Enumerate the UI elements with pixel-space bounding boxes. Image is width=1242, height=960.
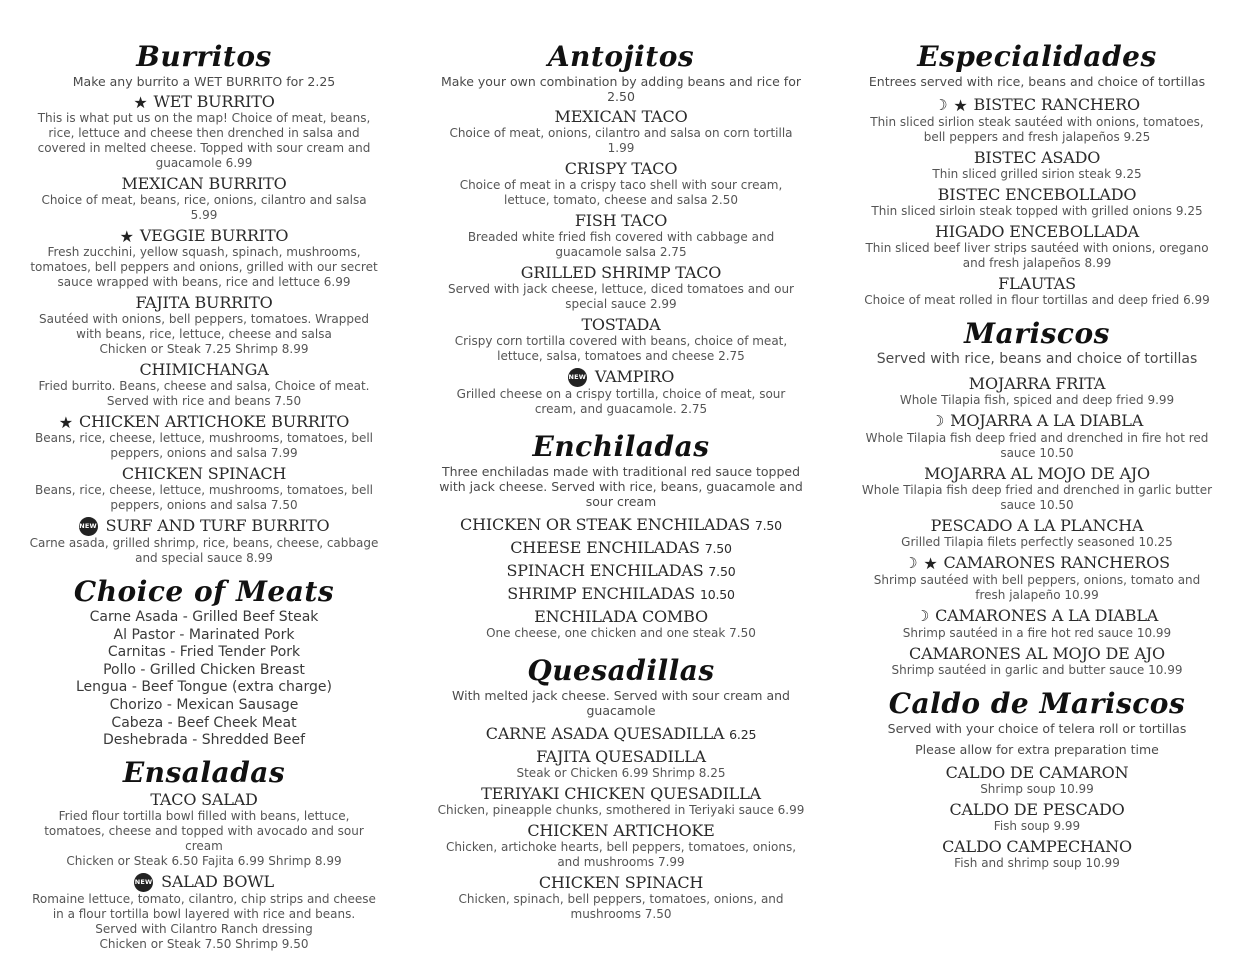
list-item: Carne Asada - Grilled Beef Steak [89, 609, 319, 625]
item-description: One cheese, one chicken and one steak 7.50 [486, 626, 756, 640]
item-name: TOSTADA [581, 315, 661, 334]
item-description: Fish and shrimp soup 10.99 [954, 856, 1120, 870]
menu-item [28, 790, 380, 869]
item-description: Choice of meat, onions, cilantro and salsa on corn tortilla 1.99 [449, 126, 793, 155]
menu-item [28, 412, 380, 461]
menu-item [436, 515, 806, 535]
item-description: This is what put us on the map! Choice of meat, beans, rice, lettuce and cheese then drenched in salsa and covered in melted cheese. Topped with sour cream and guacamole 6.99 [37, 111, 371, 170]
new-badge-icon: NEW [134, 873, 153, 892]
menu-item [860, 553, 1214, 603]
new-badge-icon: NEW [79, 517, 98, 536]
item-name: MEXICAN TACO [554, 107, 688, 126]
item-description: Shrimp soup 10.99 [980, 782, 1094, 796]
list-item: Lengua - Beef Tongue (extra charge) [76, 679, 332, 696]
menu-item [436, 584, 806, 604]
item-description: Carne asada, grilled shrimp, rice, beans, cheese, cabbage and special sauce 8.99 [29, 536, 379, 565]
item-description: Romaine lettuce, tomato, cilantro, chip strips and cheese in a flour tortilla bowl layered with rice and beans. [32, 891, 376, 921]
menu-item [436, 873, 806, 922]
item-price: 7.50 [754, 518, 782, 533]
item-name: GRILLED SHRIMP TACO [520, 263, 722, 282]
section-title-especialidades: Especialidades [917, 40, 1157, 73]
item-description: Beans, rice, cheese, lettuce, mushrooms, tomatoes, bell peppers, onions and salsa 7.50 [34, 483, 374, 512]
item-name: CHICKEN SPINACH [121, 464, 287, 483]
item-name: TACO SALAD [150, 789, 258, 809]
item-name: ENCHILADA COMBO [534, 607, 708, 626]
item-description: Choice of meat in a crispy taco shell with sour cream, lettuce, tomato, cheese and salsa 2.50 [459, 178, 783, 207]
item-name: CHICKEN SPINACH [538, 873, 704, 892]
menu-item [860, 222, 1214, 271]
item-description: Beans, rice, cheese, lettuce, mushrooms, tomatoes, bell peppers, onions and salsa 7.99 [34, 431, 374, 460]
item-name: CALDO CAMPECHANO [942, 837, 1132, 856]
item-name: VEGGIE BURRITO [139, 226, 289, 245]
item-name: CHICKEN OR STEAK ENCHILADAS [460, 515, 750, 534]
section-title-caldo: Caldo de Mariscos [888, 687, 1186, 720]
star-icon: ★ [953, 95, 968, 115]
menu-item [436, 724, 806, 744]
menu-column-center [436, 40, 806, 925]
menu-item [860, 516, 1214, 550]
item-name: CAMARONES RANCHEROS [943, 553, 1170, 572]
menu-item [28, 293, 380, 357]
list-item: Pollo - Grilled Chicken Breast [103, 661, 305, 678]
especialidades-subtitle: Entrees served with rice, beans and choice of tortillas [868, 74, 1206, 89]
item-name: CHICKEN ARTICHOKE [527, 821, 715, 840]
menu-column-left [28, 40, 380, 955]
burritos-subtitle: Make any burrito a WET BURRITO for 2.25 [72, 74, 336, 89]
item-name: BISTEC ENCEBOLLADO [937, 185, 1137, 204]
menu-item [860, 185, 1214, 219]
menu-item [860, 464, 1214, 513]
item-description: Shrimp sautéed in a fire hot red sauce 10.99 [902, 626, 1172, 640]
item-name: WET BURRITO [153, 92, 275, 111]
list-item: Chorizo - Mexican Sausage [109, 696, 299, 713]
section-title-ensaladas: Ensaladas [122, 755, 286, 789]
item-description: Thin sliced sirlion steak sautéed with onions, tomatoes, bell peppers and fresh jalapeños 9.25 [870, 115, 1204, 144]
item-name: CARNE ASADA QUESADILLA [485, 724, 725, 743]
item-name: MOJARRA FRITA [968, 374, 1106, 393]
section-title-mariscos: Mariscos [964, 317, 1110, 350]
menu-item [28, 464, 380, 513]
item-name: FAJITA BURRITO [135, 293, 273, 312]
item-note: Served with Cilantro Ranch dressing [95, 921, 313, 936]
item-description: Thin sliced beef liver strips sautéed with onions, oregano and fresh jalapeños 8.99 [865, 241, 1209, 270]
item-name: CHIMICHANGA [139, 360, 269, 379]
item-price: 7.50 [708, 564, 736, 579]
item-name: FLAUTAS [998, 274, 1076, 293]
item-description: Thin sliced sirloin steak topped with grilled onions 9.25 [871, 204, 1203, 218]
item-name: FISH TACO [574, 211, 668, 230]
item-name: CALDO DE CAMARON [945, 763, 1129, 782]
item-description: Shrimp sautéed in garlic and butter sauce 10.99 [891, 663, 1183, 677]
item-description: Chicken, artichoke hearts, bell peppers, tomatoes, onions, and mushrooms 7.99 [445, 840, 797, 869]
menu-item [860, 95, 1214, 145]
section-title-enchiladas: Enchiladas [532, 430, 710, 463]
item-name: MEXICAN BURRITO [121, 174, 287, 193]
item-description: Fried burrito. Beans, cheese and salsa, Choice of meat. Served with rice and beans 7.50 [38, 379, 370, 408]
menu-item [28, 174, 380, 223]
item-description: Steak or Chicken 6.99 Shrimp 8.25 [516, 766, 726, 780]
menu-item [860, 606, 1214, 641]
new-badge-icon: NEW [568, 368, 587, 387]
item-name: BISTEC RANCHERO [973, 95, 1140, 114]
item-description: Served with jack cheese, lettuce, diced tomatoes and our special sauce 2.99 [448, 282, 794, 311]
menu-item [436, 315, 806, 364]
menu-item [860, 837, 1214, 871]
item-description: Fresh zucchini, yellow squash, spinach, mushrooms, tomatoes, bell peppers and onions, grilled with our secret sauce wrapped with beans, rice and lettuce 6.99 [30, 245, 378, 289]
item-name: SPINACH ENCHILADAS [506, 561, 704, 580]
menu-item [436, 211, 806, 260]
item-name: MOJARRA A LA DIABLA [950, 411, 1144, 430]
menu-item [436, 538, 806, 558]
menu-item [28, 516, 380, 566]
chili-pepper-icon: ☽ [904, 554, 918, 572]
item-description: Breaded white fried fish covered with cabbage and guacamole salsa 2.75 [467, 230, 775, 259]
item-description: Grilled Tilapia filets perfectly seasoned 10.25 [901, 535, 1173, 549]
item-name: HIGADO ENCEBOLLADA [934, 222, 1139, 241]
menu-item [860, 644, 1214, 678]
caldo-subtitle: Served with your choice of telera roll or tortillas [887, 721, 1187, 736]
list-item: Cabeza - Beef Cheek Meat [111, 714, 297, 731]
star-icon: ★ [119, 226, 134, 246]
item-description: Fish soup 9.99 [993, 819, 1081, 833]
item-prices: Chicken or Steak 7.50 Shrimp 9.50 [99, 936, 309, 951]
item-name: CHICKEN ARTICHOKE BURRITO [78, 412, 350, 431]
menu-item [28, 226, 380, 290]
item-price: 7.50 [704, 541, 732, 556]
list-item: Carnitas - Fried Tender Pork [107, 644, 301, 661]
menu-item [28, 360, 380, 409]
item-name: TERIYAKI CHICKEN QUESADILLA [481, 784, 761, 803]
enchiladas-subtitle: Three enchiladas made with traditional red sauce topped with jack cheese. Served with rice, beans, guacamole and sour cream [439, 464, 803, 509]
caldo-note: Please allow for extra preparation time [915, 742, 1159, 757]
list-item: Deshebrada - Shredded Beef [102, 732, 306, 749]
menu-item [436, 367, 806, 417]
list-item: Al Pastor - Marinated Pork [113, 626, 295, 643]
star-icon: ★ [923, 553, 938, 573]
chili-pepper-icon: ☽ [934, 96, 948, 114]
menu-item [860, 763, 1214, 797]
item-price: 6.25 [729, 727, 757, 742]
item-name: CHEESE ENCHILADAS [510, 538, 700, 557]
section-title-burritos: Burritos [136, 40, 272, 73]
antojitos-subtitle: Make your own combination by adding beans and rice for 2.50 [440, 74, 801, 104]
menu-item [28, 872, 380, 952]
item-prices: Chicken or Steak 7.25 Shrimp 8.99 [99, 342, 309, 356]
quesadillas-subtitle: With melted jack cheese. Served with sour cream and guacamole [452, 688, 790, 718]
item-name: FAJITA QUESADILLA [536, 747, 706, 766]
item-name: CAMARONES A LA DIABLA [935, 606, 1159, 625]
item-description: Crispy corn tortilla covered with beans, choice of meat, lettuce, salsa, tomatoes and cheese 2.75 [454, 334, 788, 363]
star-icon: ★ [133, 92, 148, 112]
menu-item [436, 107, 806, 156]
menu-item [860, 374, 1214, 408]
item-name: MOJARRA AL MOJO DE AJO [924, 464, 1150, 483]
item-name: BISTEC ASADO [973, 148, 1101, 167]
menu-item [436, 159, 806, 208]
item-description: Shrimp sautéed with bell peppers, onions, tomato and fresh jalapeño 10.99 [873, 573, 1201, 602]
menu-item [436, 784, 806, 818]
item-prices: Chicken or Steak 6.50 Fajita 6.99 Shrimp 8.99 [66, 853, 342, 868]
chili-pepper-icon: ☽ [915, 607, 930, 625]
item-description: Whole Tilapia fish, spiced and deep fried 9.99 [899, 393, 1175, 407]
item-description: Whole Tilapia fish deep fried and drenched in fire hot red sauce 10.50 [865, 431, 1209, 460]
menu-item [436, 607, 806, 641]
item-description: Fried flour tortilla bowl filled with beans, lettuce, tomatoes, cheese and topped with avocado and sour cream [44, 808, 364, 853]
menu-item [436, 263, 806, 312]
mariscos-subtitle: Served with rice, beans and choice of tortillas [876, 351, 1198, 367]
item-description: Choice of meat, beans, rice, onions, cilantro and salsa 5.99 [41, 193, 367, 222]
section-title-antojitos: Antojitos [547, 40, 695, 73]
item-description: Sautéed with onions, bell peppers, tomatoes. Wrapped with beans, rice, lettuce, cheese and salsa [38, 312, 370, 341]
menu-item [860, 411, 1214, 461]
menu-item [28, 92, 380, 171]
item-name: VAMPIRO [594, 367, 675, 386]
item-name: CRISPY TACO [564, 159, 678, 178]
item-name: PESCADO A LA PLANCHA [930, 516, 1144, 535]
item-description: Chicken, spinach, bell peppers, tomatoes, onions, and mushrooms 7.50 [458, 892, 784, 921]
meats-list [28, 609, 380, 750]
menu-item [436, 561, 806, 581]
menu-item [436, 747, 806, 781]
menu-item [436, 821, 806, 870]
item-description: Thin sliced grilled sirion steak 9.25 [932, 167, 1142, 181]
star-icon: ★ [58, 412, 73, 432]
item-description: Grilled cheese on a crispy tortilla, choice of meat, sour cream, and guacamole. 2.75 [456, 387, 786, 416]
section-title-meats: Choice of Meats [73, 575, 335, 608]
menu-column-right [860, 40, 1214, 874]
item-name: SURF AND TURF BURRITO [105, 516, 330, 535]
item-name: CALDO DE PESCADO [949, 800, 1125, 819]
item-description: Chicken, pineapple chunks, smothered in Teriyaki sauce 6.99 [437, 803, 805, 817]
item-name: SHRIMP ENCHILADAS [507, 584, 696, 603]
item-description: Whole Tilapia fish deep fried and drenched in garlic butter sauce 10.50 [861, 483, 1213, 512]
menu-item [860, 148, 1214, 182]
item-name: CAMARONES AL MOJO DE AJO [909, 644, 1165, 663]
menu-item [860, 274, 1214, 308]
chili-pepper-icon: ☽ [930, 412, 945, 430]
item-description: Choice of meat rolled in flour tortillas and deep fried 6.99 [864, 293, 1210, 307]
item-price: 10.50 [699, 587, 735, 602]
item-name: SALAD BOWL [161, 871, 274, 891]
section-title-quesadillas: Quesadillas [527, 654, 715, 687]
menu-item [860, 800, 1214, 834]
